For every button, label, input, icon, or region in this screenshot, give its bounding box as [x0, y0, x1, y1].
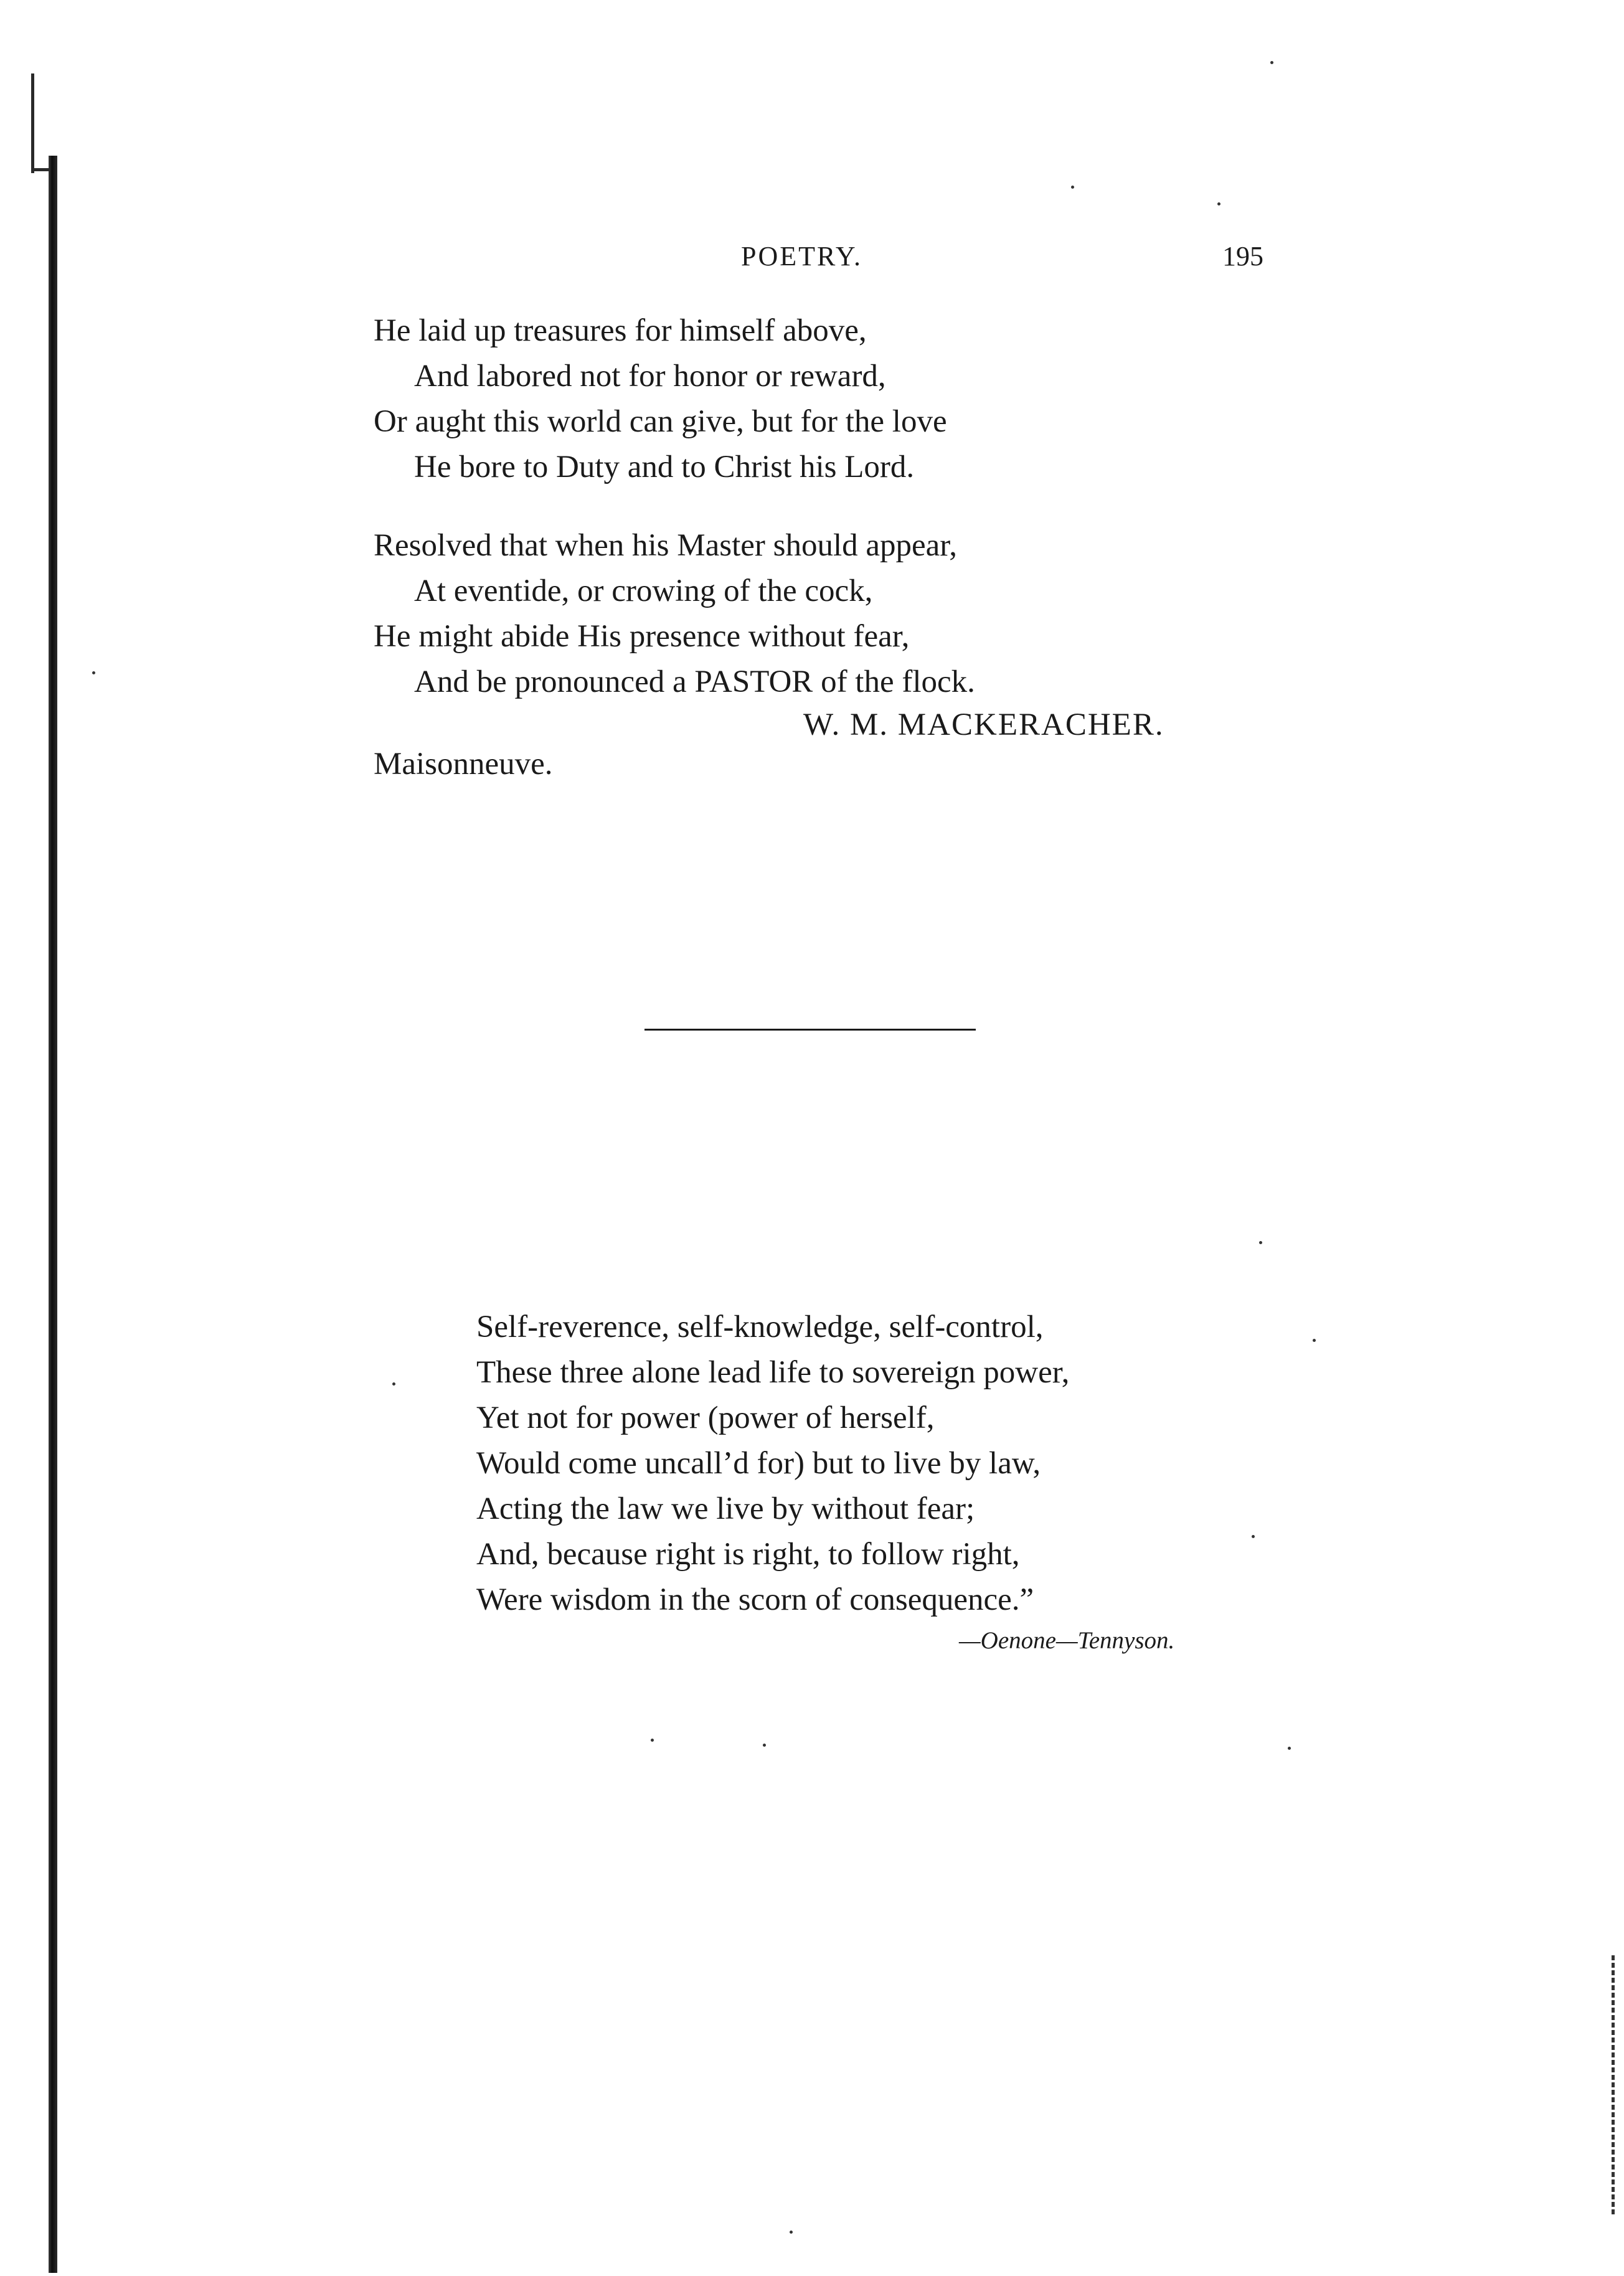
poem-stanza-1	[374, 308, 947, 490]
scan-speck	[763, 1744, 766, 1747]
scan-speck	[651, 1739, 654, 1742]
running-title: POETRY.	[741, 241, 863, 272]
scan-speck	[1288, 1747, 1291, 1750]
scan-speck	[790, 2231, 793, 2234]
quote-line: And, because right is right, to follow right,	[476, 1537, 1020, 1572]
poem-line: At eventide, or crowing of the cock,	[414, 574, 873, 608]
quote-line: Self-reverence, self-knowledge, self-control,	[476, 1310, 1044, 1344]
page-number: 195	[1222, 241, 1263, 272]
scan-speck	[1270, 61, 1273, 64]
poem-line: He bore to Duty and to Christ his Lord.	[414, 450, 915, 484]
poem-place: Maisonneuve.	[374, 747, 553, 781]
poem-line: And be pronounced a PASTOR of the flock.	[414, 664, 975, 699]
running-head	[0, 240, 1624, 278]
scan-speck	[392, 1382, 395, 1386]
poem-line: Or aught this world can give, but for the love	[374, 404, 947, 439]
binding-edge-mark	[31, 73, 34, 173]
quote-line: These three alone lead life to sovereign power,	[476, 1355, 1070, 1390]
quote-line: Would come uncall’d for) but to live by law,	[476, 1446, 1041, 1481]
poem-author: W. M. MACKERACHER.	[803, 707, 1164, 742]
poem-stanza-2	[374, 523, 975, 705]
scan-speck	[1259, 1241, 1262, 1244]
scan-speck	[92, 671, 95, 674]
quote-line: Yet not for power (power of herself,	[476, 1400, 935, 1435]
scan-speck	[1217, 202, 1220, 205]
poem-line: He laid up treasures for himself above,	[374, 313, 867, 348]
quote-line: Were wisdom in the scorn of consequence.”	[476, 1582, 1034, 1617]
quote-line: Acting the law we live by without fear;	[476, 1491, 975, 1526]
scan-speck	[1313, 1339, 1316, 1342]
epigraph-quote	[476, 1305, 1069, 1623]
poem-line: He might abide His presence without fear,	[374, 619, 910, 654]
binding-edge-shadow	[49, 156, 57, 2273]
poem-line: Resolved that when his Master should appear,	[374, 528, 958, 563]
scan-speck	[1071, 186, 1074, 189]
binding-tick-mark	[32, 168, 50, 171]
quote-attribution: —Oenone—Tennyson.	[959, 1627, 1175, 1654]
poem-line: And labored not for honor or reward,	[414, 359, 886, 394]
right-edge-mark	[1612, 1955, 1615, 2217]
scan-speck	[1252, 1535, 1255, 1538]
section-divider	[644, 1029, 976, 1031]
